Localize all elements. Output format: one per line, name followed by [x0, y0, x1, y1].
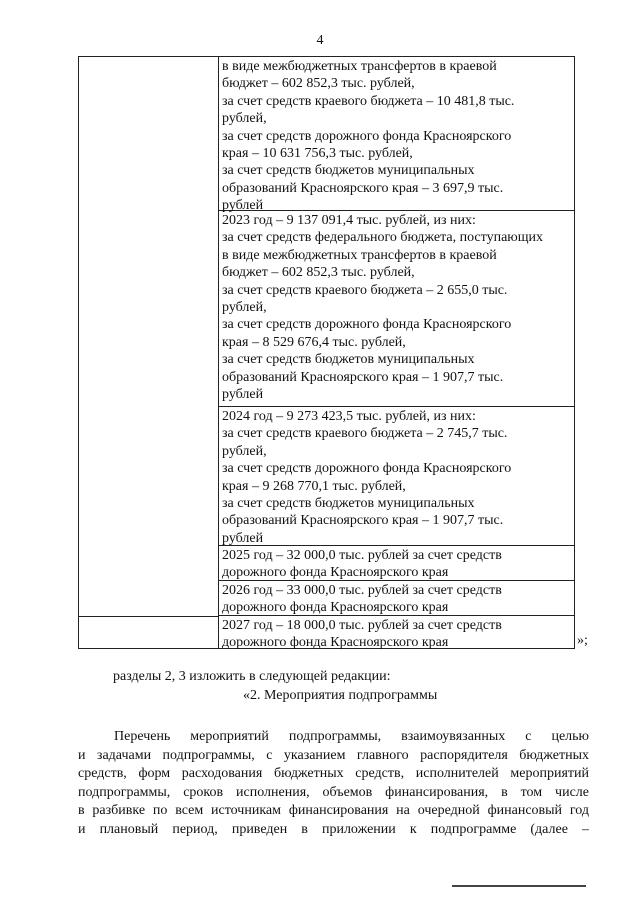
cell-line: за счет средств дорожного фонда Красноярского [222, 128, 512, 144]
cell-line: за счет средств дорожного фонда Красноярского [222, 317, 512, 333]
paragraph-line: в разбивке по всем источникам финансирования на очередной финансовый год [78, 803, 589, 819]
cell-line: образований Красноярского края – 1 907,7 тыс. [222, 513, 504, 529]
cell-line: 2024 год – 9 273 423,5 тыс. рублей, из них: [222, 409, 476, 424]
body-paragraph [78, 728, 589, 840]
page-number: 4 [316, 33, 324, 48]
cell-line: за счет средств федерального бюджета, поступающих [222, 230, 544, 246]
table-left-column [79, 57, 219, 648]
cell-line: бюджет – 602 852,3 тыс. рублей, [222, 265, 415, 281]
cell-line: рублей, [222, 111, 267, 127]
cell-line: за счет средств бюджетов муниципальных [222, 352, 475, 368]
cell-line: образований Красноярского края – 3 697,9 тыс. [222, 180, 504, 196]
cell-line: бюджет – 602 852,3 тыс. рублей, [222, 76, 415, 92]
cell-line: дорожного фонда Красноярского края [222, 565, 449, 581]
cell-line: дорожного фонда Красноярского края [222, 635, 449, 651]
table-cell-2025 [219, 546, 575, 581]
table-cell-2024 [219, 407, 575, 546]
table-left-separator [79, 616, 219, 617]
table-cell-2023 [219, 211, 575, 407]
cell-line: за счет средств бюджетов муниципальных [222, 496, 475, 512]
cell-line: дорожного фонда Красноярского края [222, 600, 449, 616]
cell-line: рублей, [222, 443, 267, 459]
cell-line: за счет средств дорожного фонда Красноярского [222, 461, 512, 477]
closing-quote-mark: »; [577, 633, 588, 648]
cell-line: края – 9 268 770,1 тыс. рублей, [222, 478, 406, 494]
section-heading: «2. Мероприятия подпрограммы [243, 688, 438, 703]
table-cell-2026 [219, 581, 575, 616]
financing-table [78, 56, 575, 649]
paragraph-line: и плановый период, приведен в приложении к подпрограмме (далее – [78, 821, 589, 837]
cell-line: образований Красноярского края – 1 907,7 тыс. [222, 369, 504, 385]
cell-line: 2027 год – 18 000,0 тыс. рублей за счет средств [222, 618, 502, 633]
cell-line: 2025 год – 32 000,0 тыс. рублей за счет средств [222, 548, 502, 563]
cell-line: за счет средств бюджетов муниципальных [222, 163, 475, 179]
cell-line: рублей [222, 198, 264, 214]
paragraph-line: средств, форм расходования бюджетных средств, исполнителей мероприятий [78, 766, 589, 782]
cell-line: за счет средств краевого бюджета – 2 745,7 тыс. [222, 426, 508, 442]
cell-line: рублей [222, 530, 264, 546]
cell-line: за счет средств краевого бюджета – 2 655,0 тыс. [222, 282, 508, 298]
cell-line: за счет средств краевого бюджета – 10 481,8 тыс. [222, 93, 515, 109]
cell-line: рублей [222, 387, 264, 403]
cell-line: 2023 год – 9 137 091,4 тыс. рублей, из них: [222, 213, 476, 228]
paragraph-line: и задачами подпрограммы, с указанием главного распорядителя бюджетных [78, 747, 589, 763]
cell-line: в виде межбюджетных трансфертов в краевой [222, 59, 497, 74]
cell-line: края – 10 631 756,3 тыс. рублей, [222, 146, 413, 162]
cell-line: рублей, [222, 300, 267, 316]
paragraph-line: подпрограммы, сроков исполнения, объемов финансирования, в том числе [78, 784, 589, 800]
amendment-instruction: разделы 2, 3 изложить в следующей редакции: [113, 669, 391, 684]
table-cell-2027 [219, 616, 575, 650]
scan-edge-line [452, 885, 586, 887]
cell-line: края – 8 529 676,4 тыс. рублей, [222, 334, 406, 350]
cell-line: в виде межбюджетных трансфертов в краевой [222, 247, 497, 263]
cell-line: 2026 год – 33 000,0 тыс. рублей за счет средств [222, 583, 502, 598]
table-cell-2022-continued [219, 57, 575, 214]
paragraph-line: Перечень мероприятий подпрограммы, взаимоувязанных с целью [114, 729, 589, 744]
